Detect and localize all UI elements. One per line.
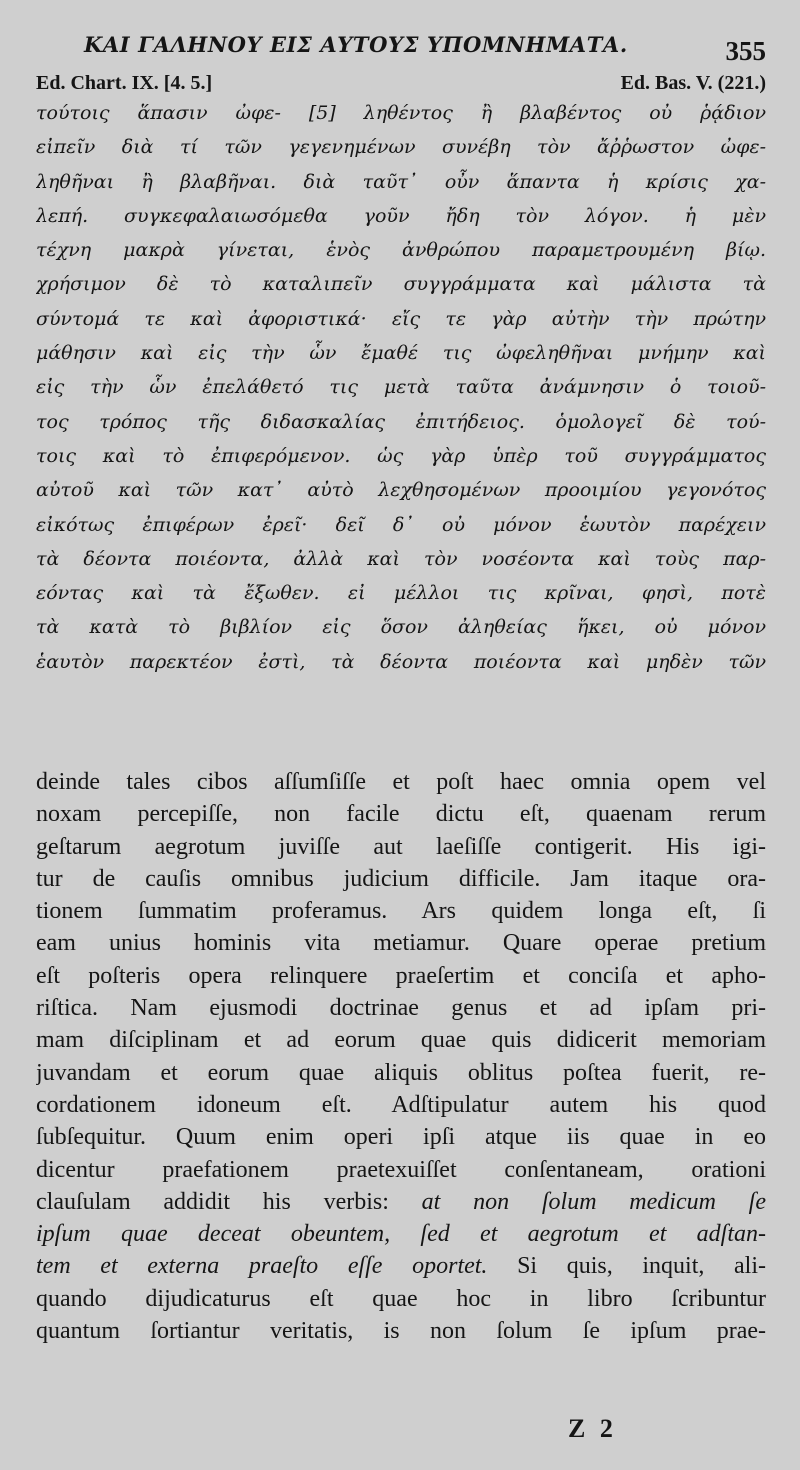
greek-line: τὰ κατὰ τὸ βιβλίον εἰς ὅσον ἀληθείας ἥκει, οὐ μόνον xyxy=(36,616,766,639)
latin-roman-span: clauſulam addidit his verbis: xyxy=(36,1188,389,1215)
signature-mark: Z 2 xyxy=(568,1414,617,1443)
latin-line: geſtarum aegrotum juviſſe aut laeſiſſe contigerit. His igi- xyxy=(36,833,766,860)
latin-line: cordationem idoneum eſt. Adſtipulatur autem his quod xyxy=(36,1091,766,1118)
greek-line: χρήσιμον δὲ τὸ καταλιπεῖν συγγράμματα καὶ μάλιστα τὰ xyxy=(36,273,766,296)
latin-line: juvandam et eorum quae aliquis oblitus poſtea fuerit, re- xyxy=(36,1059,766,1086)
greek-line: τούτοις ἅπασιν ὠφε- [5] ληθέντος ἢ βλαβέντος οὐ ῥᾴδιον xyxy=(36,102,766,124)
latin-line-mixed xyxy=(36,1186,766,1218)
latin-line: quando dijudicaturus eſt quae hoc in libro ſcribuntur xyxy=(36,1285,766,1312)
latin-line: quantum ſortiantur veritatis, is non ſolum ſe ipſum prae- xyxy=(36,1318,766,1345)
edition-basel-ref: Ed. Bas. V. (221.) xyxy=(620,72,766,94)
greek-line: τέχνη μακρὰ γίνεται, ἑνὸς ἀνθρώπου παραμετρουμένη βίῳ. xyxy=(36,239,766,262)
greek-line: τοις καὶ τὸ ἐπιφερόμενον. ὡς γὰρ ὑπὲρ τοῦ συγγράμματος xyxy=(36,444,766,467)
running-head xyxy=(0,30,800,70)
edition-chartier-ref: Ed. Chart. IX. [4. 5.] xyxy=(36,72,213,94)
greek-line: σύντομά τε καὶ ἀφοριστικά· εἴς τε γὰρ αὐτὴν τὴν πρώτην xyxy=(36,307,766,330)
greek-line: εἰκότως ἐπιφέρων ἐρεῖ· δεῖ δ᾽ οὐ μόνον ἑωυτὸν παρέχειν xyxy=(36,513,766,536)
latin-line: ſubſequitur. Quum enim operi ipſi atque iis quae in eo xyxy=(36,1124,766,1151)
latin-line: dicentur praefationem praetexuiſſet conſentaneam, orationi xyxy=(36,1156,766,1183)
edition-reference-line xyxy=(36,72,766,98)
latin-translation-block xyxy=(36,766,766,1347)
page-number: 355 xyxy=(725,36,766,66)
latin-line: eſt poſteris opera relinquere praeſertim et conciſa et apho- xyxy=(36,962,766,989)
greek-line: μάθησιν καὶ εἰς τὴν ὧν ἔμαθέ τις ὠφεληθῆναι μνήμην καὶ xyxy=(36,342,766,365)
latin-line: mam diſciplinam et ad eorum quae quis didicerit memoriam xyxy=(36,1027,766,1054)
greek-line: τὰ δέοντα ποιέοντα, ἀλλὰ καὶ τὸν νοσέοντα καὶ τοὺς παρ- xyxy=(36,547,766,570)
greek-line: ἑαυτὸν παρεκτέον ἐστὶ, τὰ δέοντα ποιέοντα καὶ μηδὲν τῶν xyxy=(36,650,766,673)
latin-line: riſtica. Nam ejusmodi doctrinae genus et ad ipſam pri- xyxy=(36,995,766,1022)
running-title: ΚΑΙ ΓΑΛΗΝΟΥ ΕΙΣ ΑΥΤΟΥΣ ΥΠΟΜΝΗΜΑΤΑ. xyxy=(84,32,628,57)
greek-line: ληθῆναι ἢ βλαβῆναι. διὰ ταῦτ᾽ οὖν ἅπαντα ἡ κρίσις χα- xyxy=(36,170,766,193)
greek-line: εἰπεῖν διὰ τί τῶν γεγενημένων συνέβη τὸν ἄῤῥωστον ὠφε- xyxy=(36,136,766,159)
latin-line-mixed xyxy=(36,1250,766,1282)
latin-line: tionem ſummatim proferamus. Ars quidem longa eſt, ſi xyxy=(36,898,766,925)
greek-line: εἰς τὴν ὧν ἐπελάθετό τις μετὰ ταῦτα ἀνάμνησιν ὁ τοιοῦ- xyxy=(36,376,766,399)
greek-text-block xyxy=(36,96,766,679)
greek-line: αὐτοῦ καὶ τῶν κατ᾽ αὐτὸ λεχθησομένων προοιμίου γεγονότος xyxy=(36,479,766,502)
latin-line-italic: ipſum quae deceat obeuntem, ſed et aegrotum et adſtan- xyxy=(36,1221,766,1248)
latin-line: eam unius hominis vita metiamur. Quare operae pretium xyxy=(36,930,766,957)
latin-italic-quote: at non ſolum medicum ſe xyxy=(421,1188,766,1215)
latin-roman-span: Si quis, inquit, ali- xyxy=(517,1253,766,1280)
greek-line: τος τρόπος τῆς διδασκαλίας ἐπιτήδειος. ὁμολογεῖ δὲ τού- xyxy=(36,410,766,433)
latin-italic-quote: tem et externa praeſto eſſe oportet. xyxy=(36,1253,488,1280)
greek-line: εόντας καὶ τὰ ἔξωθεν. εἰ μέλλοι τις κρῖναι, φησὶ, ποτὲ xyxy=(36,582,766,605)
latin-line: noxam percepiſſe, non facile dictu eſt, quaenam rerum xyxy=(36,801,766,828)
greek-line: λεπή. συγκεφαλαιωσόμεθα γοῦν ἤδη τὸν λόγον. ἡ μὲν xyxy=(36,204,766,227)
latin-line: tur de cauſis omnibus judicium difficile. Jam itaque ora- xyxy=(36,865,766,892)
latin-line: deinde tales cibos aſſumſiſſe et poſt haec omnia opem vel xyxy=(36,769,766,795)
